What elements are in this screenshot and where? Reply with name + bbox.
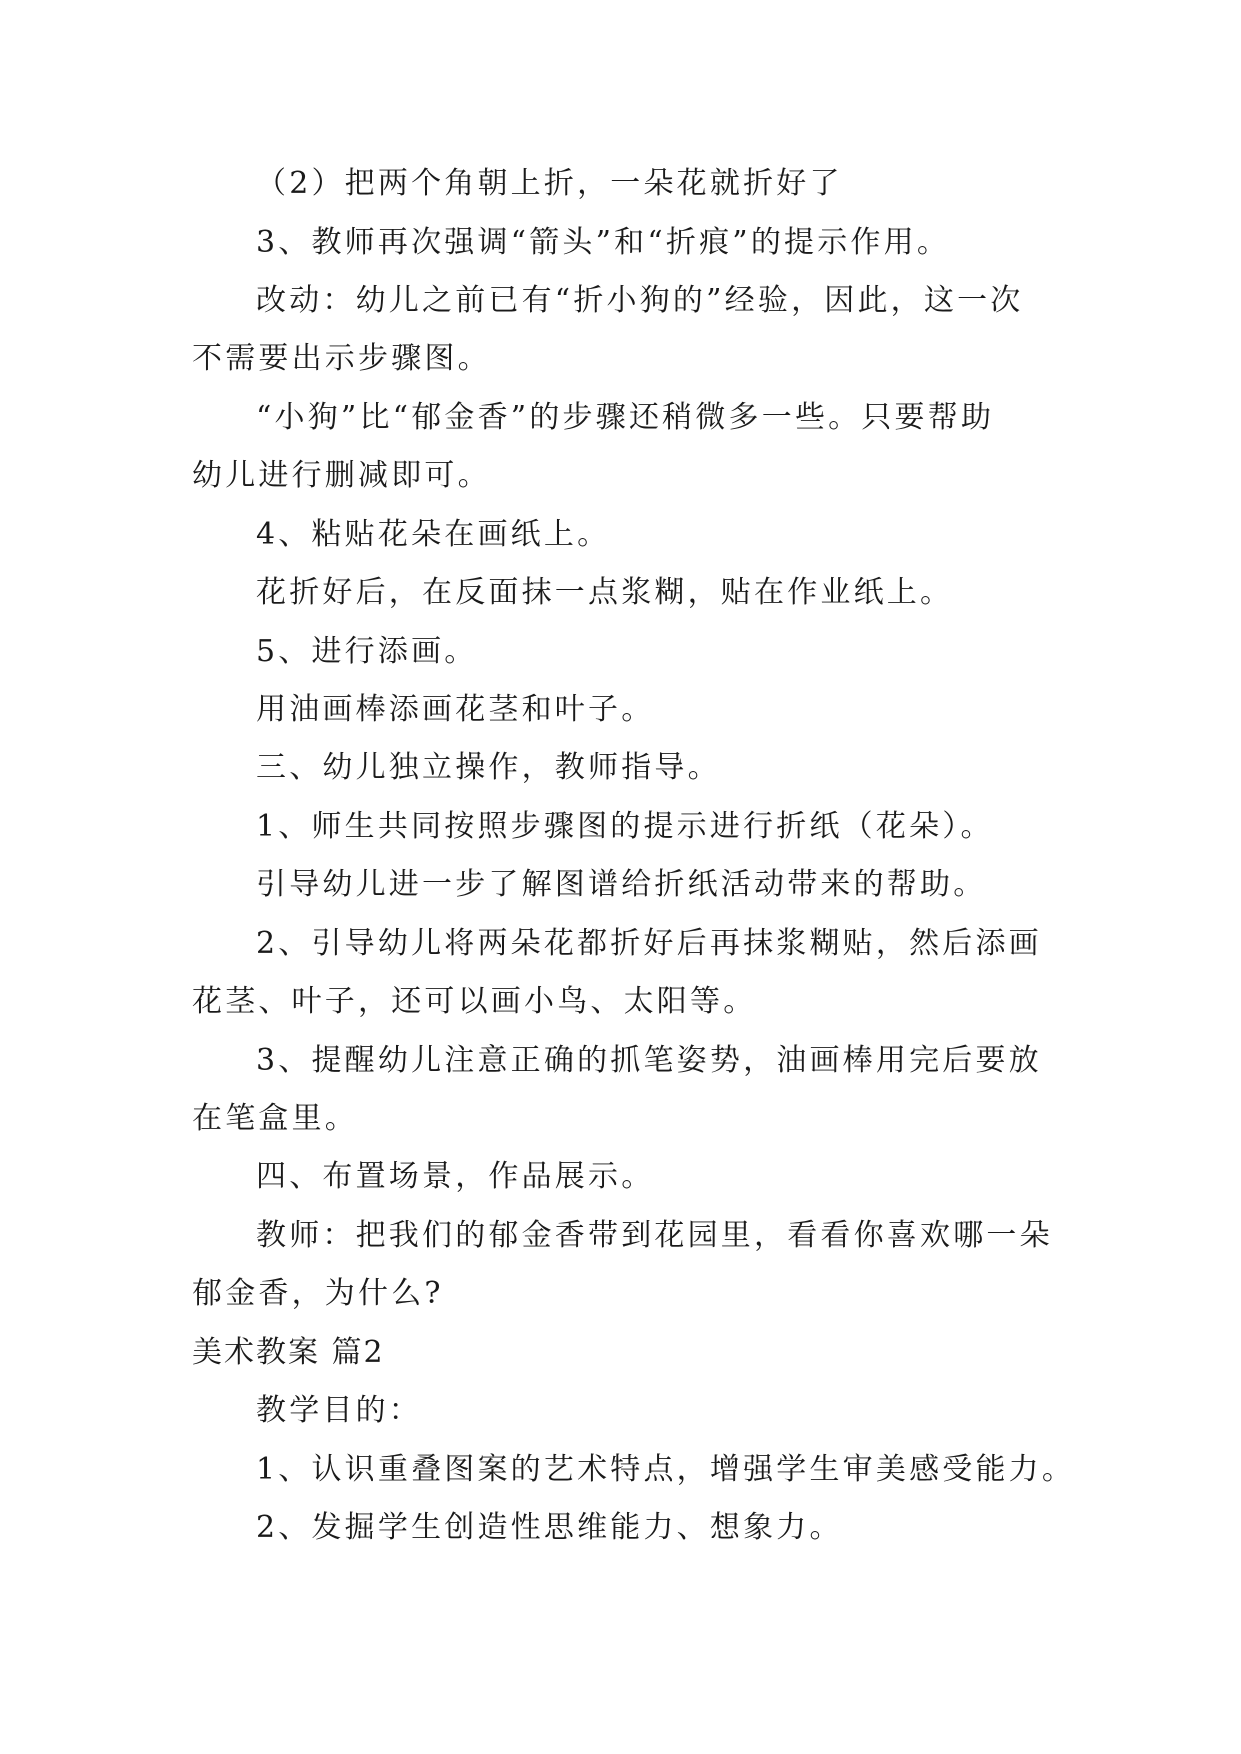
puppy-comparison-line-2: 幼儿进行删减即可。: [192, 458, 491, 493]
change-note-line-2: 不需要出示步骤图。: [192, 341, 491, 376]
step-4-paste-flowers: 4、粘贴花朵在画纸上。: [256, 517, 611, 552]
section-3-guide-line: 引导幼儿进一步了解图谱给折纸活动带来的帮助。: [256, 867, 987, 902]
oil-pastel-line: 用油画棒添画花茎和叶子。: [256, 692, 655, 727]
teacher-question-line-2: 郁金香，为什么?: [192, 1276, 444, 1311]
section-3-item-1: 1、师生共同按照步骤图的提示进行折纸（花朵）。: [256, 809, 994, 844]
section-3-heading: 三、幼儿独立操作，教师指导。: [256, 750, 721, 785]
section-4-heading: 四、布置场景，作品展示。: [256, 1159, 655, 1194]
paste-instruction-line: 花折好后，在反面抹一点浆糊，贴在作业纸上。: [256, 575, 954, 610]
teacher-emphasis-line: 3、教师再次强调“箭头”和“折痕”的提示作用。: [256, 225, 951, 260]
lesson-plan-2-title: 美术教案 篇2: [192, 1335, 385, 1370]
section-3-item-3-line-1: 3、提醒幼儿注意正确的抓笔姿势，油画棒用完后要放: [256, 1043, 1042, 1078]
change-note-line-1: 改动：幼儿之前已有“折小狗的”经验，因此，这一次: [256, 283, 1024, 318]
section-3-item-3-line-2: 在笔盒里。: [192, 1101, 358, 1136]
puppy-comparison-line-1: “小狗”比“郁金香”的步骤还稍微多一些。只要帮助: [256, 400, 995, 435]
step-5-add-drawing: 5、进行添画。: [256, 634, 478, 669]
teacher-question-line-1: 教师：把我们的郁金香带到花园里，看看你喜欢哪一朵: [256, 1218, 1053, 1253]
objective-1: 1、认识重叠图案的艺术特点，增强学生审美感受能力。: [256, 1452, 1076, 1487]
objective-2: 2、发掘学生创造性思维能力、想象力。: [256, 1510, 843, 1545]
section-3-item-2-line-2: 花茎、叶子，还可以画小鸟、太阳等。: [192, 984, 757, 1019]
step-2-fold-corners: （2）把两个角朝上折，一朵花就折好了: [256, 166, 843, 201]
teaching-objectives-heading: 教学目的：: [256, 1393, 422, 1428]
section-3-item-2-line-1: 2、引导幼儿将两朵花都折好后再抹浆糊贴，然后添画: [256, 926, 1042, 961]
